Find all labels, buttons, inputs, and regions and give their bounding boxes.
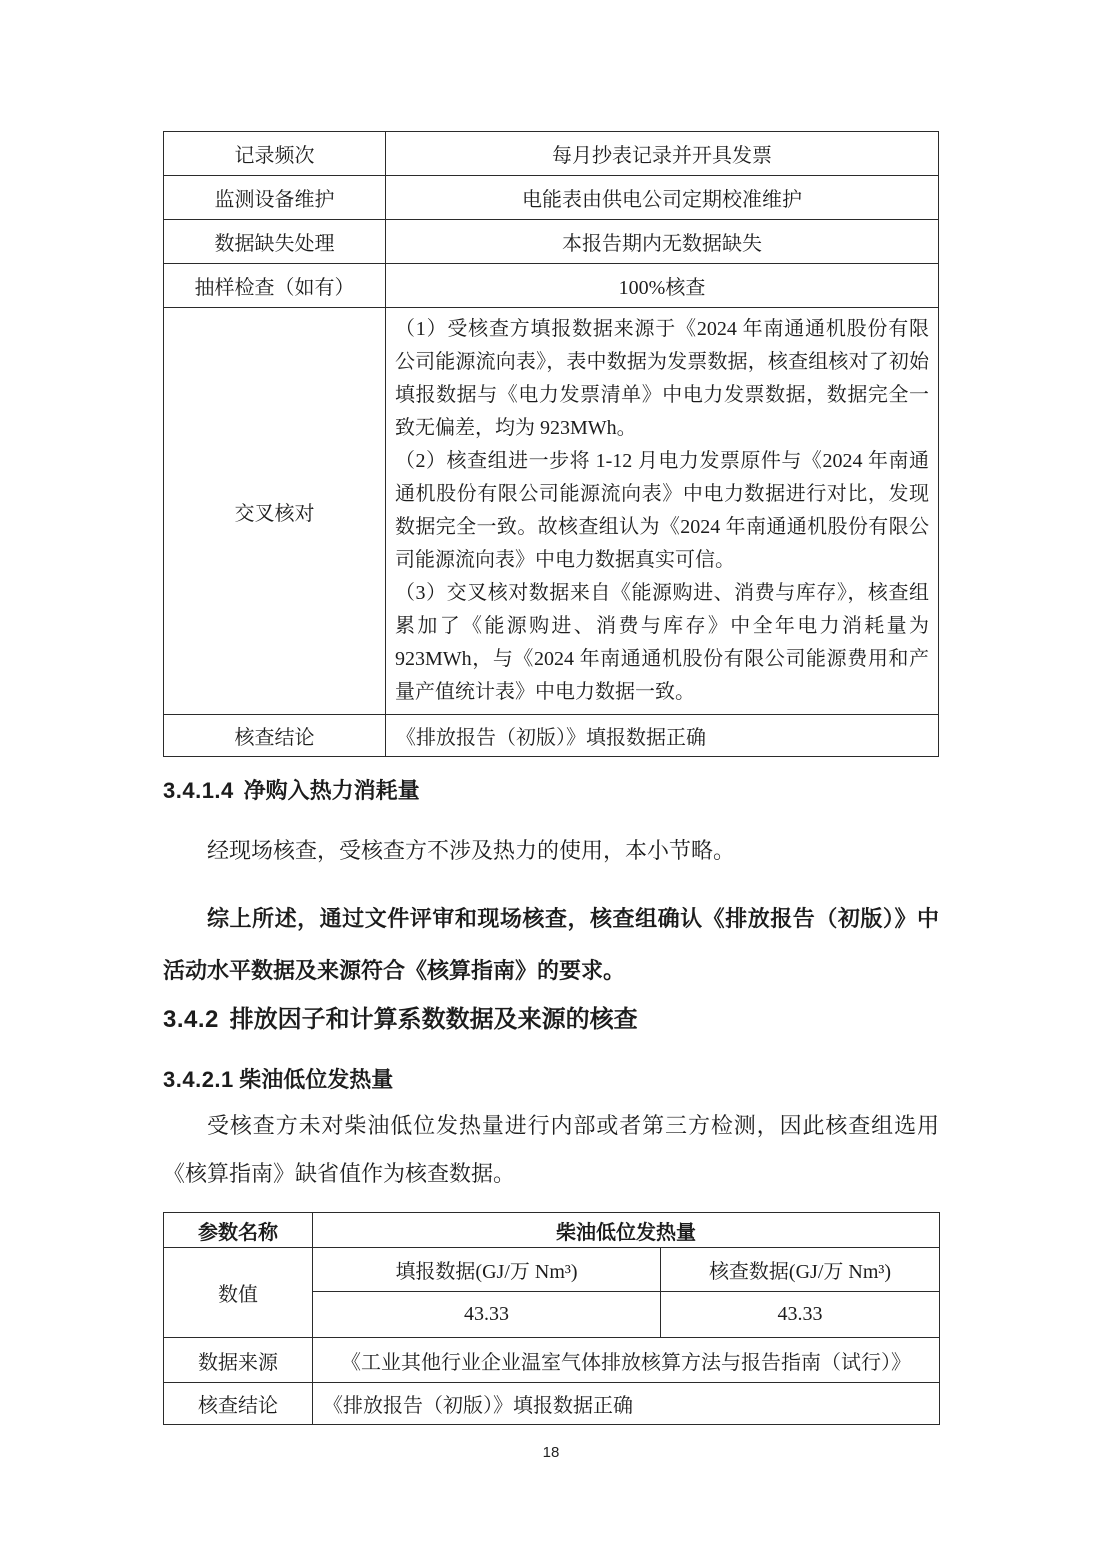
paragraph-summary: 综上所述，通过文件评审和现场核查，核查组确认《排放报告（初版）》中活动水平数据及来源符合《核算指南》的要求。 [163, 906, 939, 983]
cross-check-label: 交叉核对 [164, 308, 386, 715]
source-row [164, 1338, 940, 1383]
diesel-table-wrapper [163, 1212, 939, 1425]
param-row [164, 1213, 940, 1248]
reported-data-value: 43.33 [313, 1292, 661, 1338]
section-title: 净购入热力消耗量 [243, 778, 420, 803]
section-heading-3-4-2-1 [163, 1064, 939, 1096]
diesel-heating-value-table [163, 1212, 940, 1425]
cross-check-row [164, 308, 939, 715]
table-row [164, 176, 939, 220]
conclusion-value: 《排放报告（初版）》填报数据正确 [386, 715, 939, 757]
page-content [163, 131, 939, 1425]
conclusion-row [164, 715, 939, 757]
row-label: 数据缺失处理 [164, 220, 386, 264]
cross-check-item-3: （3）交叉核对数据来自《能源购进、消费与库存》，核查组累加了《能源购进、消费与库存》中全年电力消耗量为 923MWh，与《2024 年南通通机股份有限公司能源费用和产量产值统计表》中电力数据一致。 [395, 582, 929, 703]
section-number: 3.4.2.1 [163, 1067, 234, 1092]
conclusion-value: 《排放报告（初版）》填报数据正确 [313, 1383, 940, 1425]
table-row [164, 264, 939, 308]
conclusion-label: 核查结论 [164, 1383, 313, 1425]
row-value: 本报告期内无数据缺失 [386, 220, 939, 264]
section-number: 3.4.1.4 [163, 778, 234, 803]
param-label: 参数名称 [164, 1213, 313, 1248]
verified-data-value: 43.33 [661, 1292, 940, 1338]
conclusion-label: 核查结论 [164, 715, 386, 757]
conclusion-row [164, 1383, 940, 1425]
section-title: 柴油低位发热量 [239, 1067, 394, 1092]
section-heading-3-4-1-4 [163, 775, 939, 807]
value-label: 数值 [164, 1248, 313, 1338]
row-label: 抽样检查（如有） [164, 264, 386, 308]
row-label: 监测设备维护 [164, 176, 386, 220]
section-heading-3-4-2 [163, 1002, 939, 1038]
row-value: 电能表由供电公司定期校准维护 [386, 176, 939, 220]
source-value: 《工业其他行业企业温室气体排放核算方法与报告指南（试行）》 [313, 1338, 940, 1383]
paragraph-diesel-heating-value: 受核查方未对柴油低位发热量进行内部或者第三方检测，因此核查组选用《核算指南》缺省值作为核查数据。 [163, 1113, 939, 1186]
row-label: 记录频次 [164, 132, 386, 176]
section-number: 3.4.2 [163, 1006, 219, 1033]
page-number: 18 [542, 1444, 560, 1461]
source-label: 数据来源 [164, 1338, 313, 1383]
reported-data-header: 填报数据(GJ/万 Nm³) [313, 1248, 661, 1292]
row-value: 每月抄表记录并开具发票 [386, 132, 939, 176]
value-header-row [164, 1248, 940, 1292]
table-row [164, 132, 939, 176]
table-row [164, 220, 939, 264]
cross-check-item-1: （1）受核查方填报数据来源于《2024 年南通通机股份有限公司能源流向表》，表中数据为发票数据，核查组核对了初始填报数据与《电力发票清单》中电力发票数据，数据完全一致无偏差，均为 923MWh。 [395, 318, 929, 439]
page-footer [0, 1444, 1102, 1461]
section-title: 排放因子和计算系数数据及来源的核查 [229, 1006, 638, 1033]
row-value: 100%核查 [386, 264, 939, 308]
paragraph-heat-consumption: 经现场核查，受核查方不涉及热力的使用，本小节略。 [207, 838, 736, 863]
param-value: 柴油低位发热量 [313, 1213, 940, 1248]
electricity-verification-table [163, 131, 939, 757]
verified-data-header: 核查数据(GJ/万 Nm³) [661, 1248, 940, 1292]
cross-check-details [386, 308, 939, 715]
cross-check-item-2: （2）核查组进一步将 1-12 月电力发票原件与《2024 年南通通机股份有限公司能源流向表》中电力数据进行对比，发现数据完全一致。故核查组认为《2024 年南通通机股份有限公司能源流向表》中电力数据真实可信。 [395, 450, 929, 571]
